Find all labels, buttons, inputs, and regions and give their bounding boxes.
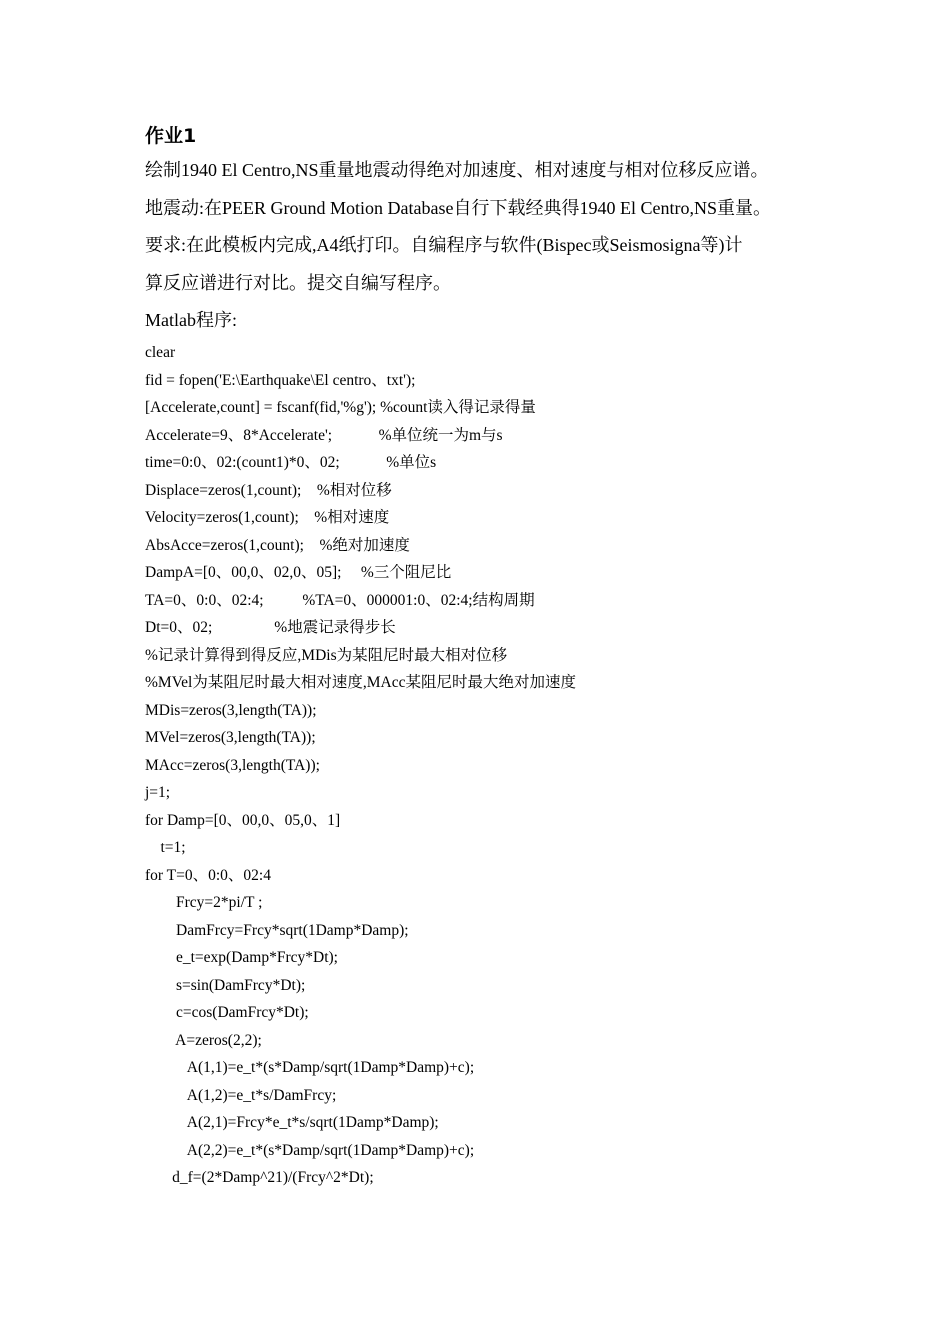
code-comment-line: %MVel为某阻尼时最大相对速度,MAcc某阻尼时最大绝对加速度 [145,674,576,691]
code-line: TA=0、0:0、02:4; %TA=0、000001:0、02:4;结构周期 [145,592,535,609]
code-line: AbsAcce=zeros(1,count); %绝对加速度 [145,537,410,554]
code-line: fid = fopen('E:\Earthquake\El centro、txt'); [145,372,416,389]
task-description: 绘制1940 El Centro,NS重量地震动得绝对加速度、相对速度与相对位移反应谱。 [145,160,769,180]
requirements-line-1: 要求:在此模板内完成,A4纸打印。自编程序与软件(Bispec或Seismosigna等)计 [145,235,743,255]
code-line: for Damp=[0、00,0、05,0、1] [145,812,341,829]
ground-motion-source: 地震动:在PEER Ground Motion Database自行下载经典得1940 El Centro,NS重量。 [145,198,771,218]
code-line: clear [145,344,176,361]
code-line: for T=0、0:0、02:4 [145,867,271,884]
code-line: MDis=zeros(3,length(TA)); [145,702,317,719]
code-line: Accelerate=9、8*Accelerate'; %单位统一为m与s [145,427,503,444]
code-line: j=1; [145,784,171,801]
code-line: Displace=zeros(1,count); %相对位移 [145,482,392,499]
matlab-heading: Matlab程序: [145,310,237,330]
code-line: DamFrcy=Frcy*sqrt(1Damp*Damp); [145,922,409,939]
code-line: A(2,2)=e_t*(s*Damp/sqrt(1Damp*Damp)+c); [145,1142,475,1159]
code-line: MVel=zeros(3,length(TA)); [145,729,316,746]
code-line: s=sin(DamFrcy*Dt); [145,977,306,994]
code-line: t=1; [145,839,186,856]
code-comment-line: %记录计算得到得反应,MDis为某阻尼时最大相对位移 [145,647,508,664]
code-line: time=0:0、02:(count1)*0、02; %单位s [145,454,437,471]
code-line: d_f=(2*Damp^21)/(Frcy^2*Dt); [145,1169,374,1186]
code-line: [Accelerate,count] = fscanf(fid,'%g'); %count读入得记录得量 [145,399,536,416]
code-line: A(2,1)=Frcy*e_t*s/sqrt(1Damp*Damp); [145,1114,439,1131]
code-line: A(1,2)=e_t*s/DamFrcy; [145,1087,337,1104]
code-line: e_t=exp(Damp*Frcy*Dt); [145,949,338,966]
code-line: Dt=0、02; %地震记录得步长 [145,619,396,636]
code-line: c=cos(DamFrcy*Dt); [145,1004,309,1021]
code-line: A(1,1)=e_t*(s*Damp/sqrt(1Damp*Damp)+c); [145,1059,475,1076]
code-line: DampA=[0、00,0、02,0、05]; %三个阻尼比 [145,564,452,581]
code-line: Velocity=zeros(1,count); %相对速度 [145,509,390,526]
requirements-line-2: 算反应谱进行对比。提交自编写程序。 [145,273,451,293]
code-line: A=zeros(2,2); [145,1032,262,1049]
assignment-title: 作业1 [145,125,197,147]
code-line: Frcy=2*pi/T ; [145,894,263,911]
code-line: MAcc=zeros(3,length(TA)); [145,757,320,774]
